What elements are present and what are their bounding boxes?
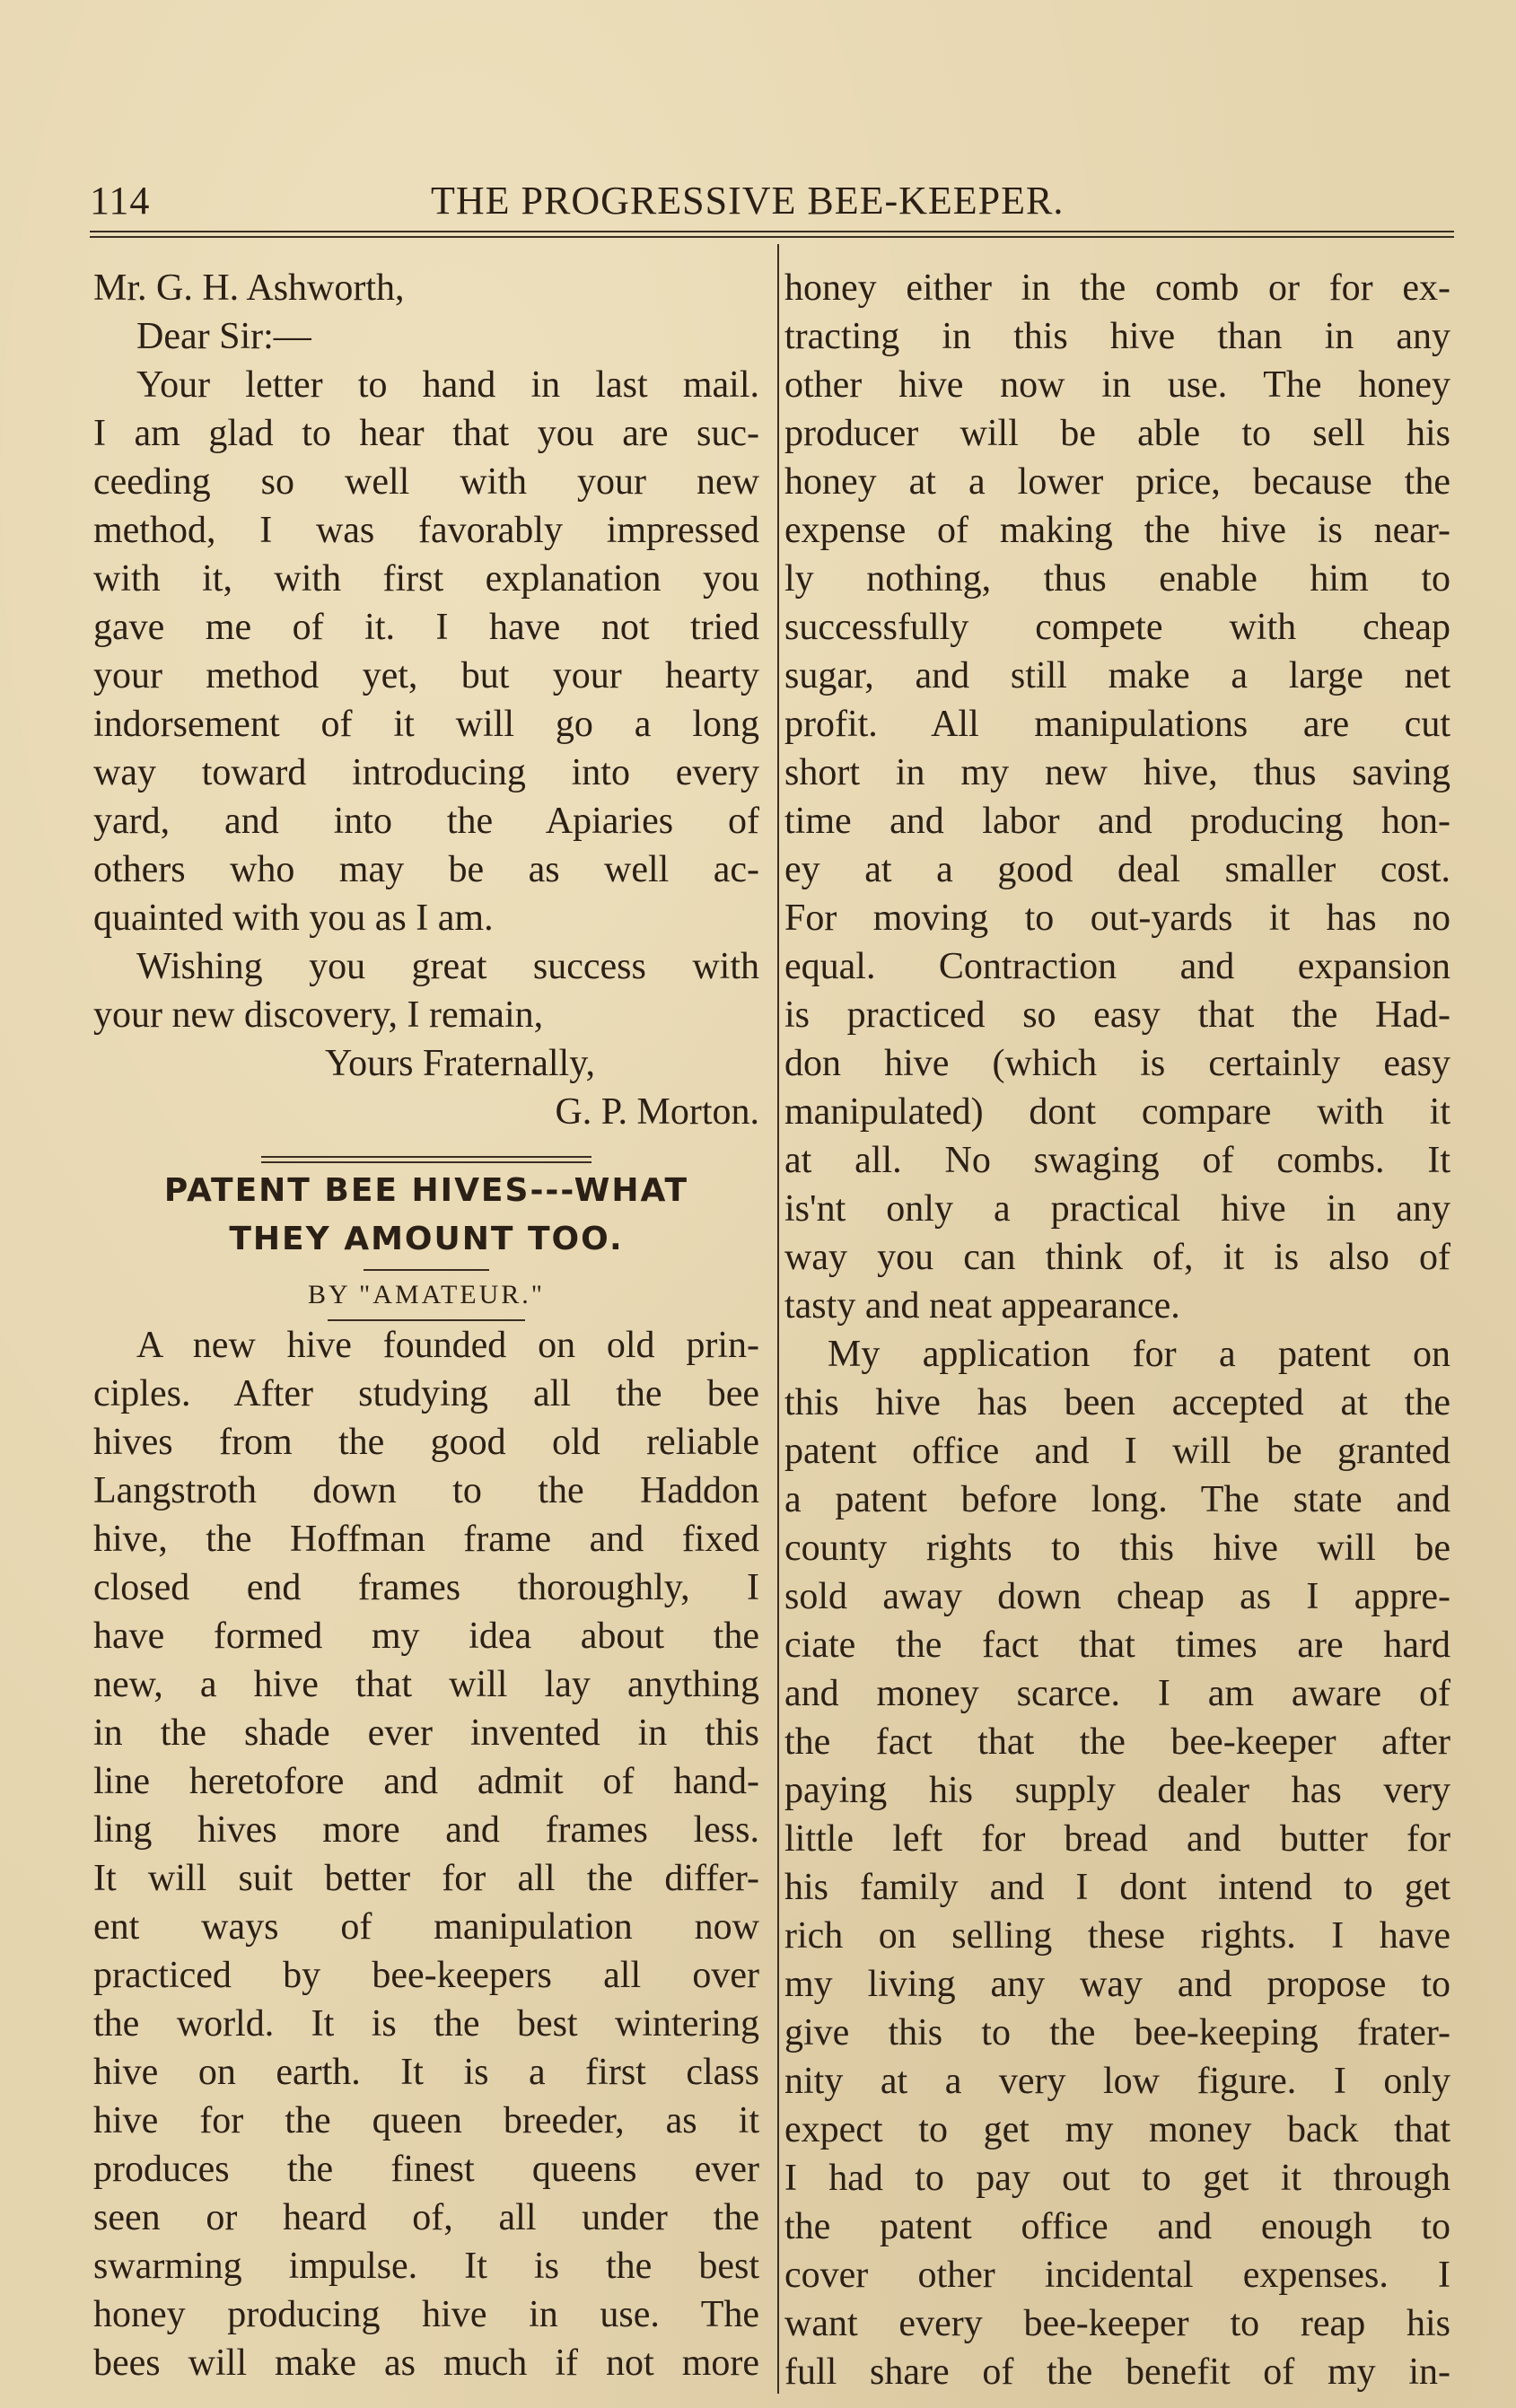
article-line: equal. Contraction and expansion [784, 946, 1450, 987]
journal-title: THE PROGRESSIVE BEE-KEEPER. [431, 179, 1065, 223]
article-line: ciples. After studying all the bee [93, 1373, 759, 1414]
article-line: expect to get my money back that [784, 2109, 1450, 2150]
letter-line: ceeding so well with your new [93, 461, 759, 503]
letter-line: others who may be as well ac- [93, 849, 759, 890]
article-line: honey either in the comb or for ex- [784, 267, 1450, 309]
right-column [784, 264, 1450, 2396]
article-line: ly nothing, thus enable him to [784, 558, 1450, 600]
separator-rule [261, 1156, 592, 1163]
letter-line: quainted with you as I am. [93, 898, 494, 939]
article-line: seen or heard of, all under the [93, 2197, 759, 2238]
letter-greeting: Dear Sir:— [136, 316, 311, 357]
article-separator [93, 1136, 759, 1167]
article-line: and money scarce. I am aware of [784, 1673, 1450, 1714]
article-line: the world. It is the best wintering [93, 2003, 759, 2045]
article-line: my living any way and propose to [784, 1964, 1450, 2005]
article-line: profit. All manipulations are cut [784, 704, 1450, 745]
article-line: honey producing hive in use. The [93, 2294, 759, 2335]
letter-line: with it, with first explanation you [93, 558, 759, 600]
article-line: cover other incidental expenses. I [784, 2255, 1450, 2296]
letter-line: I am glad to hear that you are suc- [93, 413, 759, 454]
article-line: line heretofore and admit of hand- [93, 1761, 759, 1802]
article-line: time and labor and producing hon- [784, 801, 1450, 842]
article-line: closed end frames thoroughly, I [93, 1567, 759, 1608]
article-line: expense of making the hive is near- [784, 510, 1450, 551]
article-line: practiced by bee-keepers all over [93, 1955, 759, 1996]
article-line: nity at a very low figure. I only [784, 2061, 1450, 2102]
article-line: ciate the fact that times are hard [784, 1624, 1450, 1666]
article-line: in the shade ever invented in this [93, 1712, 759, 1754]
article-line: A new hive founded on old prin- [136, 1325, 759, 1366]
article-line: hive for the queen breeder, as it [93, 2100, 759, 2141]
letter-line: indorsement of it will go a long [93, 704, 759, 745]
article-line: sugar, and still make a large net [784, 655, 1450, 696]
article-line: I had to pay out to get it through [784, 2158, 1450, 2199]
article-headline: THEY AMOUNT TOO. [229, 1221, 624, 1257]
article-line: is practiced so easy that the Had- [784, 994, 1450, 1036]
article-line: county rights to this hive will be [784, 1528, 1450, 1569]
article-line: honey at a lower price, because the [784, 461, 1450, 503]
article-line: at all. No swaging of combs. It [784, 1140, 1450, 1181]
article-byline: BY "AMATEUR." [307, 1280, 546, 1309]
article-line: produces the finest queens ever [93, 2149, 759, 2190]
header-rule [90, 231, 1454, 238]
article-line: hives from the good old reliable [93, 1422, 759, 1463]
article-line: hive on earth. It is a first class [93, 2052, 759, 2093]
article-line: the fact that the bee-keeper after [784, 1721, 1450, 1763]
letter-line: gave me of it. I have not tried [93, 607, 759, 648]
article-line: sold away down cheap as I appre- [784, 1576, 1450, 1617]
article-line: producer will be able to sell his [784, 413, 1450, 454]
letter-closing: Yours Fraternally, [325, 1043, 595, 1084]
article-headline: PATENT BEE HIVES---WHAT [163, 1172, 689, 1209]
article-line: other hive now in use. The honey [784, 364, 1450, 406]
left-column [93, 264, 759, 2387]
article-line: ling hives more and frames less. [93, 1809, 759, 1851]
article-line: It will suit better for all the differ- [93, 1858, 759, 1899]
article-line: new, a hive that will lay anything [93, 1664, 759, 1705]
article-line: patent office and I will be granted [784, 1431, 1450, 1472]
article-line: little left for bread and butter for [784, 1818, 1450, 1860]
letter-salutation: Mr. G. H. Ashworth, [93, 267, 405, 309]
article-line: a patent before long. The state and [784, 1479, 1450, 1520]
letter-line: yard, and into the Apiaries of [93, 801, 759, 842]
article-line: successfully compete with cheap [784, 607, 1450, 648]
article-line: tracting in this hive than in any [784, 316, 1450, 357]
letter-line: Your letter to hand in last mail. [136, 364, 759, 406]
letter-line: method, I was favorably impressed [93, 510, 759, 551]
article-line: this hive has been accepted at the [784, 1382, 1450, 1423]
letter-line: Wishing you great success with [136, 946, 759, 987]
article-line: give this to the bee-keeping frater- [784, 2012, 1450, 2053]
letter-signature: G. P. Morton. [555, 1091, 759, 1133]
column-divider [777, 244, 779, 2394]
article-line: ey at a good deal smaller cost. [784, 849, 1450, 890]
article-line: Langstroth down to the Haddon [93, 1470, 759, 1511]
article-line: ent ways of manipulation now [93, 1906, 759, 1948]
article-line: short in my new hive, thus saving [784, 752, 1450, 793]
article-line: swarming impulse. It is the best [93, 2246, 759, 2287]
page-header [90, 178, 1454, 232]
article-line: rich on selling these rights. I have [784, 1915, 1450, 1957]
article-line: have formed my idea about the [93, 1616, 759, 1657]
article-line: For moving to out-yards it has no [784, 898, 1450, 939]
article-line: don hive (which is certainly easy [784, 1043, 1450, 1084]
article-line: full share of the benefit of my in- [784, 2351, 1450, 2393]
article-line: tasty and neat appearance. [784, 1285, 1180, 1327]
article-line: My application for a patent on [828, 1334, 1450, 1375]
article-line: his family and I dont intend to get [784, 1867, 1450, 1908]
letter-line: way toward introducing into every [93, 752, 759, 793]
article-line: the patent office and enough to [784, 2206, 1450, 2247]
letter-line: your new discovery, I remain, [93, 994, 544, 1036]
letter-line: your method yet, but your hearty [93, 655, 759, 696]
article-line: bees will make as much if not more [93, 2342, 759, 2384]
page-number: 114 [90, 179, 151, 223]
article-line: way you can think of, it is also of [784, 1237, 1450, 1278]
article-line: is'nt only a practical hive in any [784, 1188, 1450, 1230]
article-line: manipulated) dont compare with it [784, 1091, 1450, 1133]
article-line: hive, the Hoffman frame and fixed [93, 1519, 759, 1560]
article-line: want every bee-keeper to reap his [784, 2303, 1450, 2344]
article-line: paying his supply dealer has very [784, 1770, 1450, 1811]
